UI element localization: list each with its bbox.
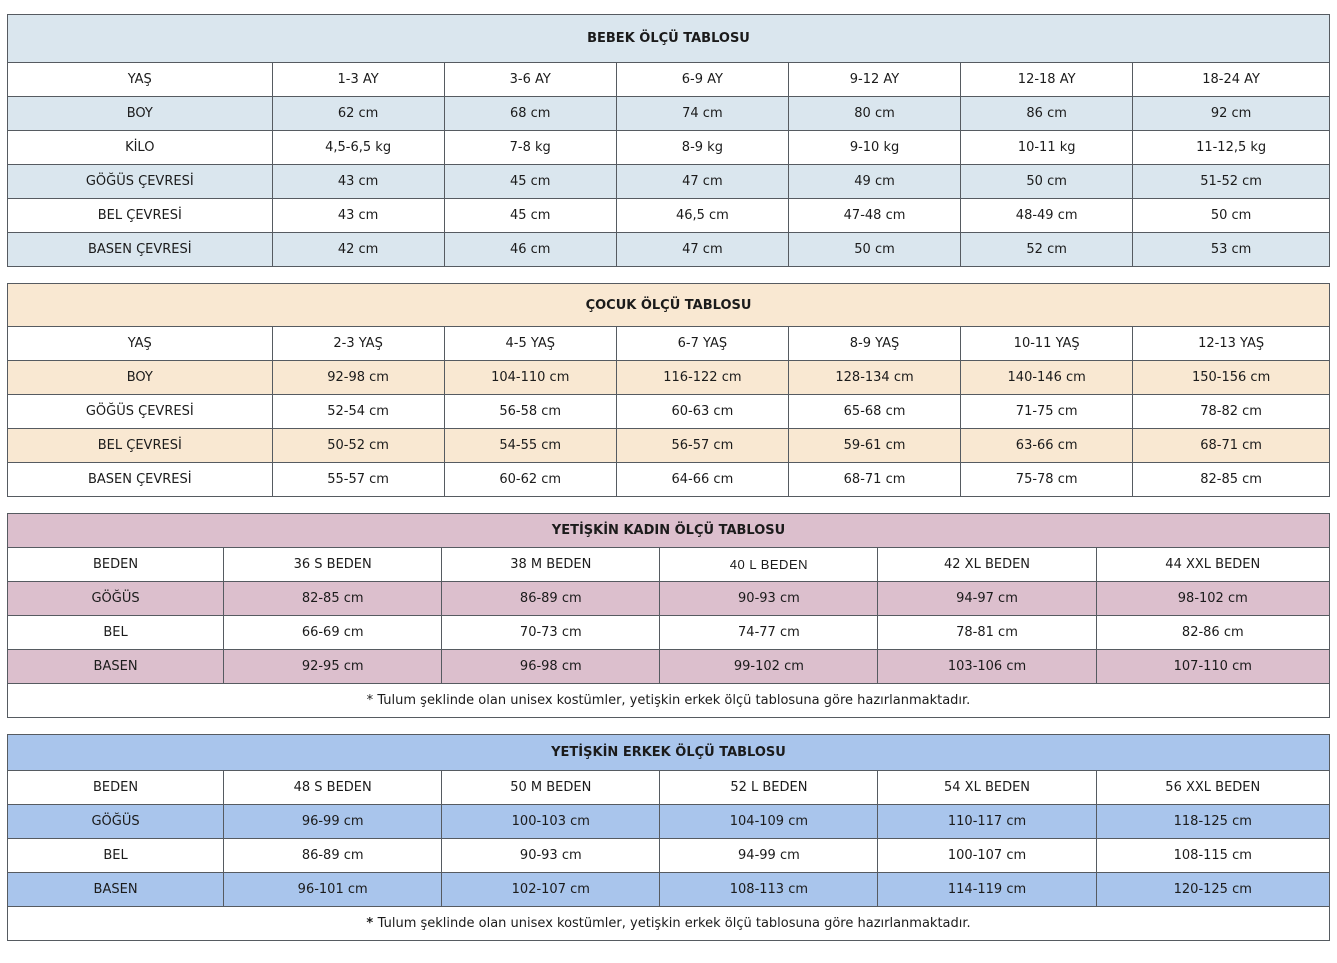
table-row <box>8 233 1330 267</box>
row-label: BEL ÇEVRESİ <box>8 429 273 463</box>
table-row <box>8 616 1330 650</box>
table-row <box>8 63 1330 97</box>
table-row <box>8 873 1330 907</box>
table-title: BEBEK ÖLÇÜ TABLOSU <box>8 15 1330 63</box>
data-cell: 104-110 cm <box>444 361 616 395</box>
data-cell: 116-122 cm <box>616 361 788 395</box>
data-cell: 42 cm <box>272 233 444 267</box>
data-cell: 50 M BEDEN <box>442 771 660 805</box>
size-table-child <box>7 283 1330 497</box>
data-cell: 45 cm <box>444 165 616 199</box>
data-cell: 10-11 YAŞ <box>961 327 1133 361</box>
data-cell: 110-117 cm <box>878 805 1096 839</box>
data-cell: 48-49 cm <box>961 199 1133 233</box>
data-cell: 66-69 cm <box>224 616 442 650</box>
row-label: BEDEN <box>8 548 224 582</box>
data-cell: 52 L BEDEN <box>660 771 878 805</box>
data-cell: 56-57 cm <box>616 429 788 463</box>
row-label: YAŞ <box>8 63 273 97</box>
data-cell: 100-103 cm <box>442 805 660 839</box>
data-cell: 128-134 cm <box>788 361 960 395</box>
data-cell: 50 cm <box>788 233 960 267</box>
data-cell: 50 cm <box>961 165 1133 199</box>
row-label: BASEN <box>8 873 224 907</box>
data-cell: 103-106 cm <box>878 650 1096 684</box>
data-cell: 96-99 cm <box>224 805 442 839</box>
data-cell: 48 S BEDEN <box>224 771 442 805</box>
table-row <box>8 395 1330 429</box>
table-row <box>8 771 1330 805</box>
data-cell: 43 cm <box>272 199 444 233</box>
data-cell: 140-146 cm <box>961 361 1133 395</box>
data-cell: 47-48 cm <box>788 199 960 233</box>
data-cell: 4-5 YAŞ <box>444 327 616 361</box>
data-cell: 52-54 cm <box>272 395 444 429</box>
data-cell: 49 cm <box>788 165 960 199</box>
data-cell: 82-85 cm <box>224 582 442 616</box>
table-row <box>8 463 1330 497</box>
data-cell: 9-10 kg <box>788 131 960 165</box>
data-cell: 118-125 cm <box>1096 805 1329 839</box>
size-table-women <box>7 513 1330 718</box>
row-label: GÖĞÜS ÇEVRESİ <box>8 165 273 199</box>
data-cell: 8-9 YAŞ <box>788 327 960 361</box>
data-cell: 68 cm <box>444 97 616 131</box>
row-label: GÖĞÜS <box>8 582 224 616</box>
table-title-row <box>8 735 1330 771</box>
data-cell: 120-125 cm <box>1096 873 1329 907</box>
data-cell: 99-102 cm <box>660 650 878 684</box>
data-cell: 68-71 cm <box>788 463 960 497</box>
footnote-row <box>8 684 1330 718</box>
data-cell: 7-8 kg <box>444 131 616 165</box>
row-label: BEDEN <box>8 771 224 805</box>
data-cell: 92 cm <box>1133 97 1330 131</box>
data-cell: 74-77 cm <box>660 616 878 650</box>
data-cell: 10-11 kg <box>961 131 1133 165</box>
data-cell: 52 cm <box>961 233 1133 267</box>
data-cell: 68-71 cm <box>1133 429 1330 463</box>
data-cell: 92-95 cm <box>224 650 442 684</box>
row-label: BEL <box>8 616 224 650</box>
data-cell: 6-7 YAŞ <box>616 327 788 361</box>
data-cell: 53 cm <box>1133 233 1330 267</box>
table-row <box>8 805 1330 839</box>
table-row <box>8 131 1330 165</box>
data-cell: 80 cm <box>788 97 960 131</box>
data-cell: 96-101 cm <box>224 873 442 907</box>
table-row <box>8 650 1330 684</box>
table-title: ÇOCUK ÖLÇÜ TABLOSU <box>8 284 1330 327</box>
data-cell: 94-97 cm <box>878 582 1096 616</box>
data-cell: 3-6 AY <box>444 63 616 97</box>
table-title-row <box>8 284 1330 327</box>
data-cell: 46,5 cm <box>616 199 788 233</box>
table-row <box>8 429 1330 463</box>
data-cell: 8-9 kg <box>616 131 788 165</box>
data-cell: 43 cm <box>272 165 444 199</box>
data-cell: 86-89 cm <box>442 582 660 616</box>
data-cell: 78-82 cm <box>1133 395 1330 429</box>
data-cell: 36 S BEDEN <box>224 548 442 582</box>
footnote-text: Tulum şeklinde olan unisex kostümler, yetişkin erkek ölçü tablosuna göre hazırlanmaktadır. <box>377 916 971 931</box>
table-row <box>8 548 1330 582</box>
data-cell: 92-98 cm <box>272 361 444 395</box>
size-table-baby <box>7 14 1330 267</box>
table-title-row <box>8 15 1330 63</box>
data-cell: 75-78 cm <box>961 463 1133 497</box>
data-cell: 44 XXL BEDEN <box>1096 548 1329 582</box>
data-cell: 60-63 cm <box>616 395 788 429</box>
data-cell: 38 M BEDEN <box>442 548 660 582</box>
size-table-men <box>7 734 1330 941</box>
row-label: BEL <box>8 839 224 873</box>
data-cell: 51-52 cm <box>1133 165 1330 199</box>
data-cell: 42 XL BEDEN <box>878 548 1096 582</box>
table-row <box>8 199 1330 233</box>
data-cell: 54 XL BEDEN <box>878 771 1096 805</box>
data-cell: 59-61 cm <box>788 429 960 463</box>
data-cell: 47 cm <box>616 165 788 199</box>
data-cell: 108-115 cm <box>1096 839 1329 873</box>
row-label: BOY <box>8 361 273 395</box>
data-cell: 78-81 cm <box>878 616 1096 650</box>
table-row <box>8 839 1330 873</box>
data-cell: 107-110 cm <box>1096 650 1329 684</box>
size-tables-page <box>7 14 1330 941</box>
data-cell: 50-52 cm <box>272 429 444 463</box>
row-label: BASEN <box>8 650 224 684</box>
row-label: YAŞ <box>8 327 273 361</box>
table-row <box>8 582 1330 616</box>
footnote-text: Tulum şeklinde olan unisex kostümler, yetişkin erkek ölçü tablosuna göre hazırlanmaktadır. <box>377 693 971 708</box>
data-cell: 9-12 AY <box>788 63 960 97</box>
row-label: GÖĞÜS <box>8 805 224 839</box>
data-cell: 104-109 cm <box>660 805 878 839</box>
table-row <box>8 97 1330 131</box>
table-row <box>8 361 1330 395</box>
footnote-marker: * <box>366 916 378 931</box>
data-cell: 74 cm <box>616 97 788 131</box>
footnote <box>8 907 1330 941</box>
data-cell: 102-107 cm <box>442 873 660 907</box>
table-row <box>8 165 1330 199</box>
data-cell: 114-119 cm <box>878 873 1096 907</box>
data-cell: 11-12,5 kg <box>1133 131 1330 165</box>
data-cell: 82-86 cm <box>1096 616 1329 650</box>
data-cell: 12-13 YAŞ <box>1133 327 1330 361</box>
data-cell: 94-99 cm <box>660 839 878 873</box>
row-label: KİLO <box>8 131 273 165</box>
data-cell: 40 L BEDEN <box>660 548 878 582</box>
footnote <box>8 684 1330 718</box>
data-cell: 18-24 AY <box>1133 63 1330 97</box>
data-cell: 70-73 cm <box>442 616 660 650</box>
table-title: YETİŞKİN KADIN ÖLÇÜ TABLOSU <box>8 514 1330 548</box>
footnote-row <box>8 907 1330 941</box>
row-label: BOY <box>8 97 273 131</box>
data-cell: 46 cm <box>444 233 616 267</box>
data-cell: 6-9 AY <box>616 63 788 97</box>
data-cell: 86 cm <box>961 97 1133 131</box>
data-cell: 108-113 cm <box>660 873 878 907</box>
row-label: BEL ÇEVRESİ <box>8 199 273 233</box>
row-label: GÖĞÜS ÇEVRESİ <box>8 395 273 429</box>
data-cell: 50 cm <box>1133 199 1330 233</box>
data-cell: 65-68 cm <box>788 395 960 429</box>
data-cell: 63-66 cm <box>961 429 1133 463</box>
data-cell: 64-66 cm <box>616 463 788 497</box>
data-cell: 82-85 cm <box>1133 463 1330 497</box>
data-cell: 71-75 cm <box>961 395 1133 429</box>
row-label: BASEN ÇEVRESİ <box>8 233 273 267</box>
data-cell: 47 cm <box>616 233 788 267</box>
table-row <box>8 327 1330 361</box>
data-cell: 56 XXL BEDEN <box>1096 771 1329 805</box>
data-cell: 98-102 cm <box>1096 582 1329 616</box>
data-cell: 100-107 cm <box>878 839 1096 873</box>
row-label: BASEN ÇEVRESİ <box>8 463 273 497</box>
data-cell: 86-89 cm <box>224 839 442 873</box>
data-cell: 2-3 YAŞ <box>272 327 444 361</box>
table-title: YETİŞKİN ERKEK ÖLÇÜ TABLOSU <box>8 735 1330 771</box>
data-cell: 1-3 AY <box>272 63 444 97</box>
data-cell: 150-156 cm <box>1133 361 1330 395</box>
data-cell: 90-93 cm <box>442 839 660 873</box>
data-cell: 60-62 cm <box>444 463 616 497</box>
data-cell: 54-55 cm <box>444 429 616 463</box>
data-cell: 96-98 cm <box>442 650 660 684</box>
data-cell: 90-93 cm <box>660 582 878 616</box>
data-cell: 56-58 cm <box>444 395 616 429</box>
table-title-row <box>8 514 1330 548</box>
data-cell: 4,5-6,5 kg <box>272 131 444 165</box>
data-cell: 55-57 cm <box>272 463 444 497</box>
data-cell: 45 cm <box>444 199 616 233</box>
footnote-marker: * <box>366 693 378 708</box>
data-cell: 62 cm <box>272 97 444 131</box>
data-cell: 12-18 AY <box>961 63 1133 97</box>
